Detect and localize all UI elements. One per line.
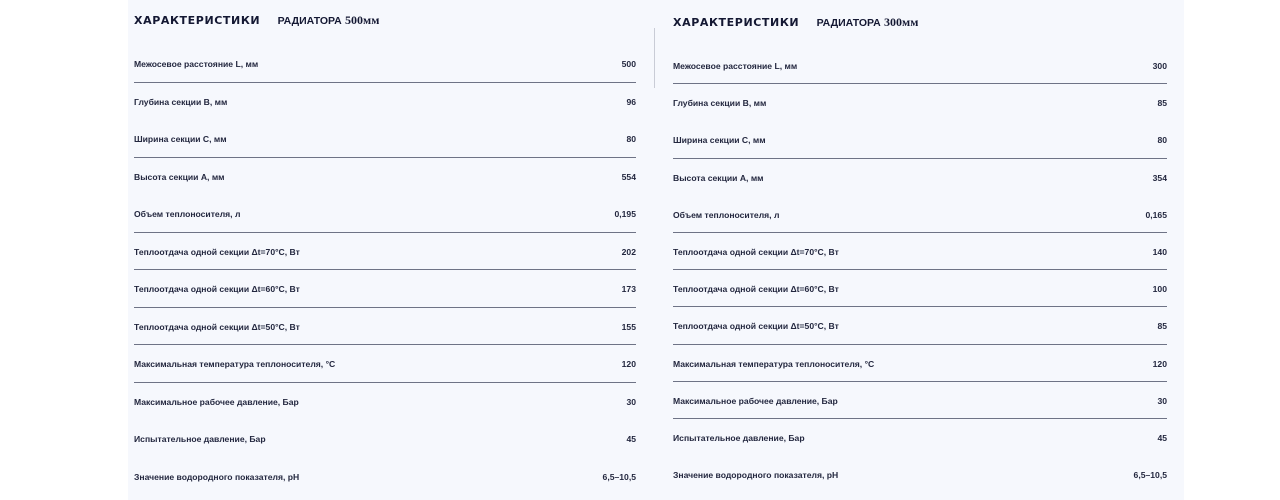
spec-value: 100 [1152, 284, 1167, 295]
spec-row [673, 345, 1167, 382]
spec-label: Теплоотдача одной секции Δt=70°C, Вт [134, 246, 300, 257]
spec-row [134, 83, 636, 121]
spec-label: Теплоотдача одной секции Δt=70°C, Вт [673, 246, 839, 257]
spec-value: 96 [626, 96, 636, 107]
title-size: 300мм [884, 15, 919, 29]
spec-value: 120 [621, 359, 636, 369]
spec-label: Теплоотдача одной секции Δt=50°C, Вт [673, 321, 839, 332]
spec-row [134, 270, 636, 308]
spec-row [673, 456, 1167, 493]
spec-label: Максимальное рабочее давление, Бар [134, 396, 299, 407]
spec-row [134, 233, 636, 271]
spec-label: Глубина секции B, мм [134, 96, 228, 107]
specs-list-500 [134, 45, 636, 495]
spec-label: Максимальная температура теплоносителя, °C [134, 359, 336, 369]
spec-label: Объем теплоносителя, л [134, 209, 241, 219]
spec-value: 45 [626, 434, 636, 444]
spec-value: 45 [1157, 432, 1167, 443]
spec-value: 30 [1157, 395, 1167, 406]
spec-row [673, 270, 1167, 307]
spec-label: Теплоотдача одной секции Δt=50°C, Вт [134, 321, 300, 332]
spec-label: Глубина секции B, мм [673, 98, 767, 109]
spec-value: 120 [1152, 358, 1167, 369]
specs-list-300 [673, 47, 1167, 493]
title-size: 500мм [345, 13, 380, 27]
spec-value: 554 [621, 171, 636, 182]
spec-value: 500 [621, 59, 636, 69]
spec-row [673, 307, 1167, 344]
spec-label: Испытательное давление, Бар [134, 434, 266, 444]
spec-value: 0,165 [1145, 209, 1167, 220]
spec-value: 140 [1152, 246, 1167, 257]
spec-value: 202 [621, 246, 636, 257]
spec-row [673, 196, 1167, 233]
spec-label: Значение водородного показателя, pH [673, 470, 839, 481]
spec-value: 354 [1152, 172, 1167, 183]
spec-label: Максимальное рабочее давление, Бар [673, 395, 838, 406]
spec-label: Ширина секции C, мм [673, 135, 766, 146]
spec-value: 300 [1152, 61, 1167, 71]
spec-row [134, 308, 636, 346]
spec-value: 30 [626, 396, 636, 407]
spec-label: Значение водородного показателя, pH [134, 471, 300, 482]
spec-row [134, 45, 636, 83]
spec-value: 85 [1157, 98, 1167, 109]
spec-label: Теплоотдача одной секции Δt=60°C, Вт [673, 284, 839, 295]
spec-row [673, 159, 1167, 196]
spec-label: Высота секции A, мм [673, 172, 764, 183]
spec-row [134, 458, 636, 496]
column-divider [654, 28, 655, 88]
spec-value: 173 [621, 284, 636, 294]
spec-value: 6,5–10,5 [602, 471, 636, 482]
spec-row [134, 420, 636, 458]
spec-label: Межосевое расстояние L, мм [134, 59, 259, 69]
spec-row [673, 84, 1167, 121]
spec-value: 6,5–10,5 [1133, 470, 1167, 481]
title-subtitle: РАДИАТОРА [816, 17, 881, 29]
title-word: ХАРАКТЕРИСТИКИ [673, 16, 800, 29]
spec-value: 85 [1157, 321, 1167, 332]
spec-row [673, 382, 1167, 419]
specs-title-500 [134, 13, 379, 28]
spec-row [134, 383, 636, 421]
spec-row [134, 120, 636, 158]
spec-label: Ширина секции C, мм [134, 134, 227, 144]
spec-row [134, 195, 636, 233]
spec-value: 0,195 [614, 209, 636, 219]
spec-label: Межосевое расстояние L, мм [673, 61, 798, 71]
spec-row [673, 47, 1167, 84]
spec-label: Максимальная температура теплоносителя, °C [673, 358, 875, 369]
spec-row [673, 121, 1167, 158]
spec-row [673, 233, 1167, 270]
spec-label: Высота секции A, мм [134, 171, 225, 182]
spec-row [673, 419, 1167, 456]
specs-title-300 [673, 15, 918, 30]
title-word: ХАРАКТЕРИСТИКИ [134, 14, 261, 27]
spec-label: Теплоотдача одной секции Δt=60°C, Вт [134, 284, 300, 294]
spec-value: 155 [621, 321, 636, 332]
title-subtitle: РАДИАТОРА [277, 15, 342, 27]
spec-label: Испытательное давление, Бар [673, 432, 805, 443]
spec-value: 80 [626, 134, 636, 144]
spec-row [134, 345, 636, 383]
spec-label: Объем теплоносителя, л [673, 209, 780, 220]
spec-row [134, 158, 636, 196]
spec-value: 80 [1157, 135, 1167, 146]
